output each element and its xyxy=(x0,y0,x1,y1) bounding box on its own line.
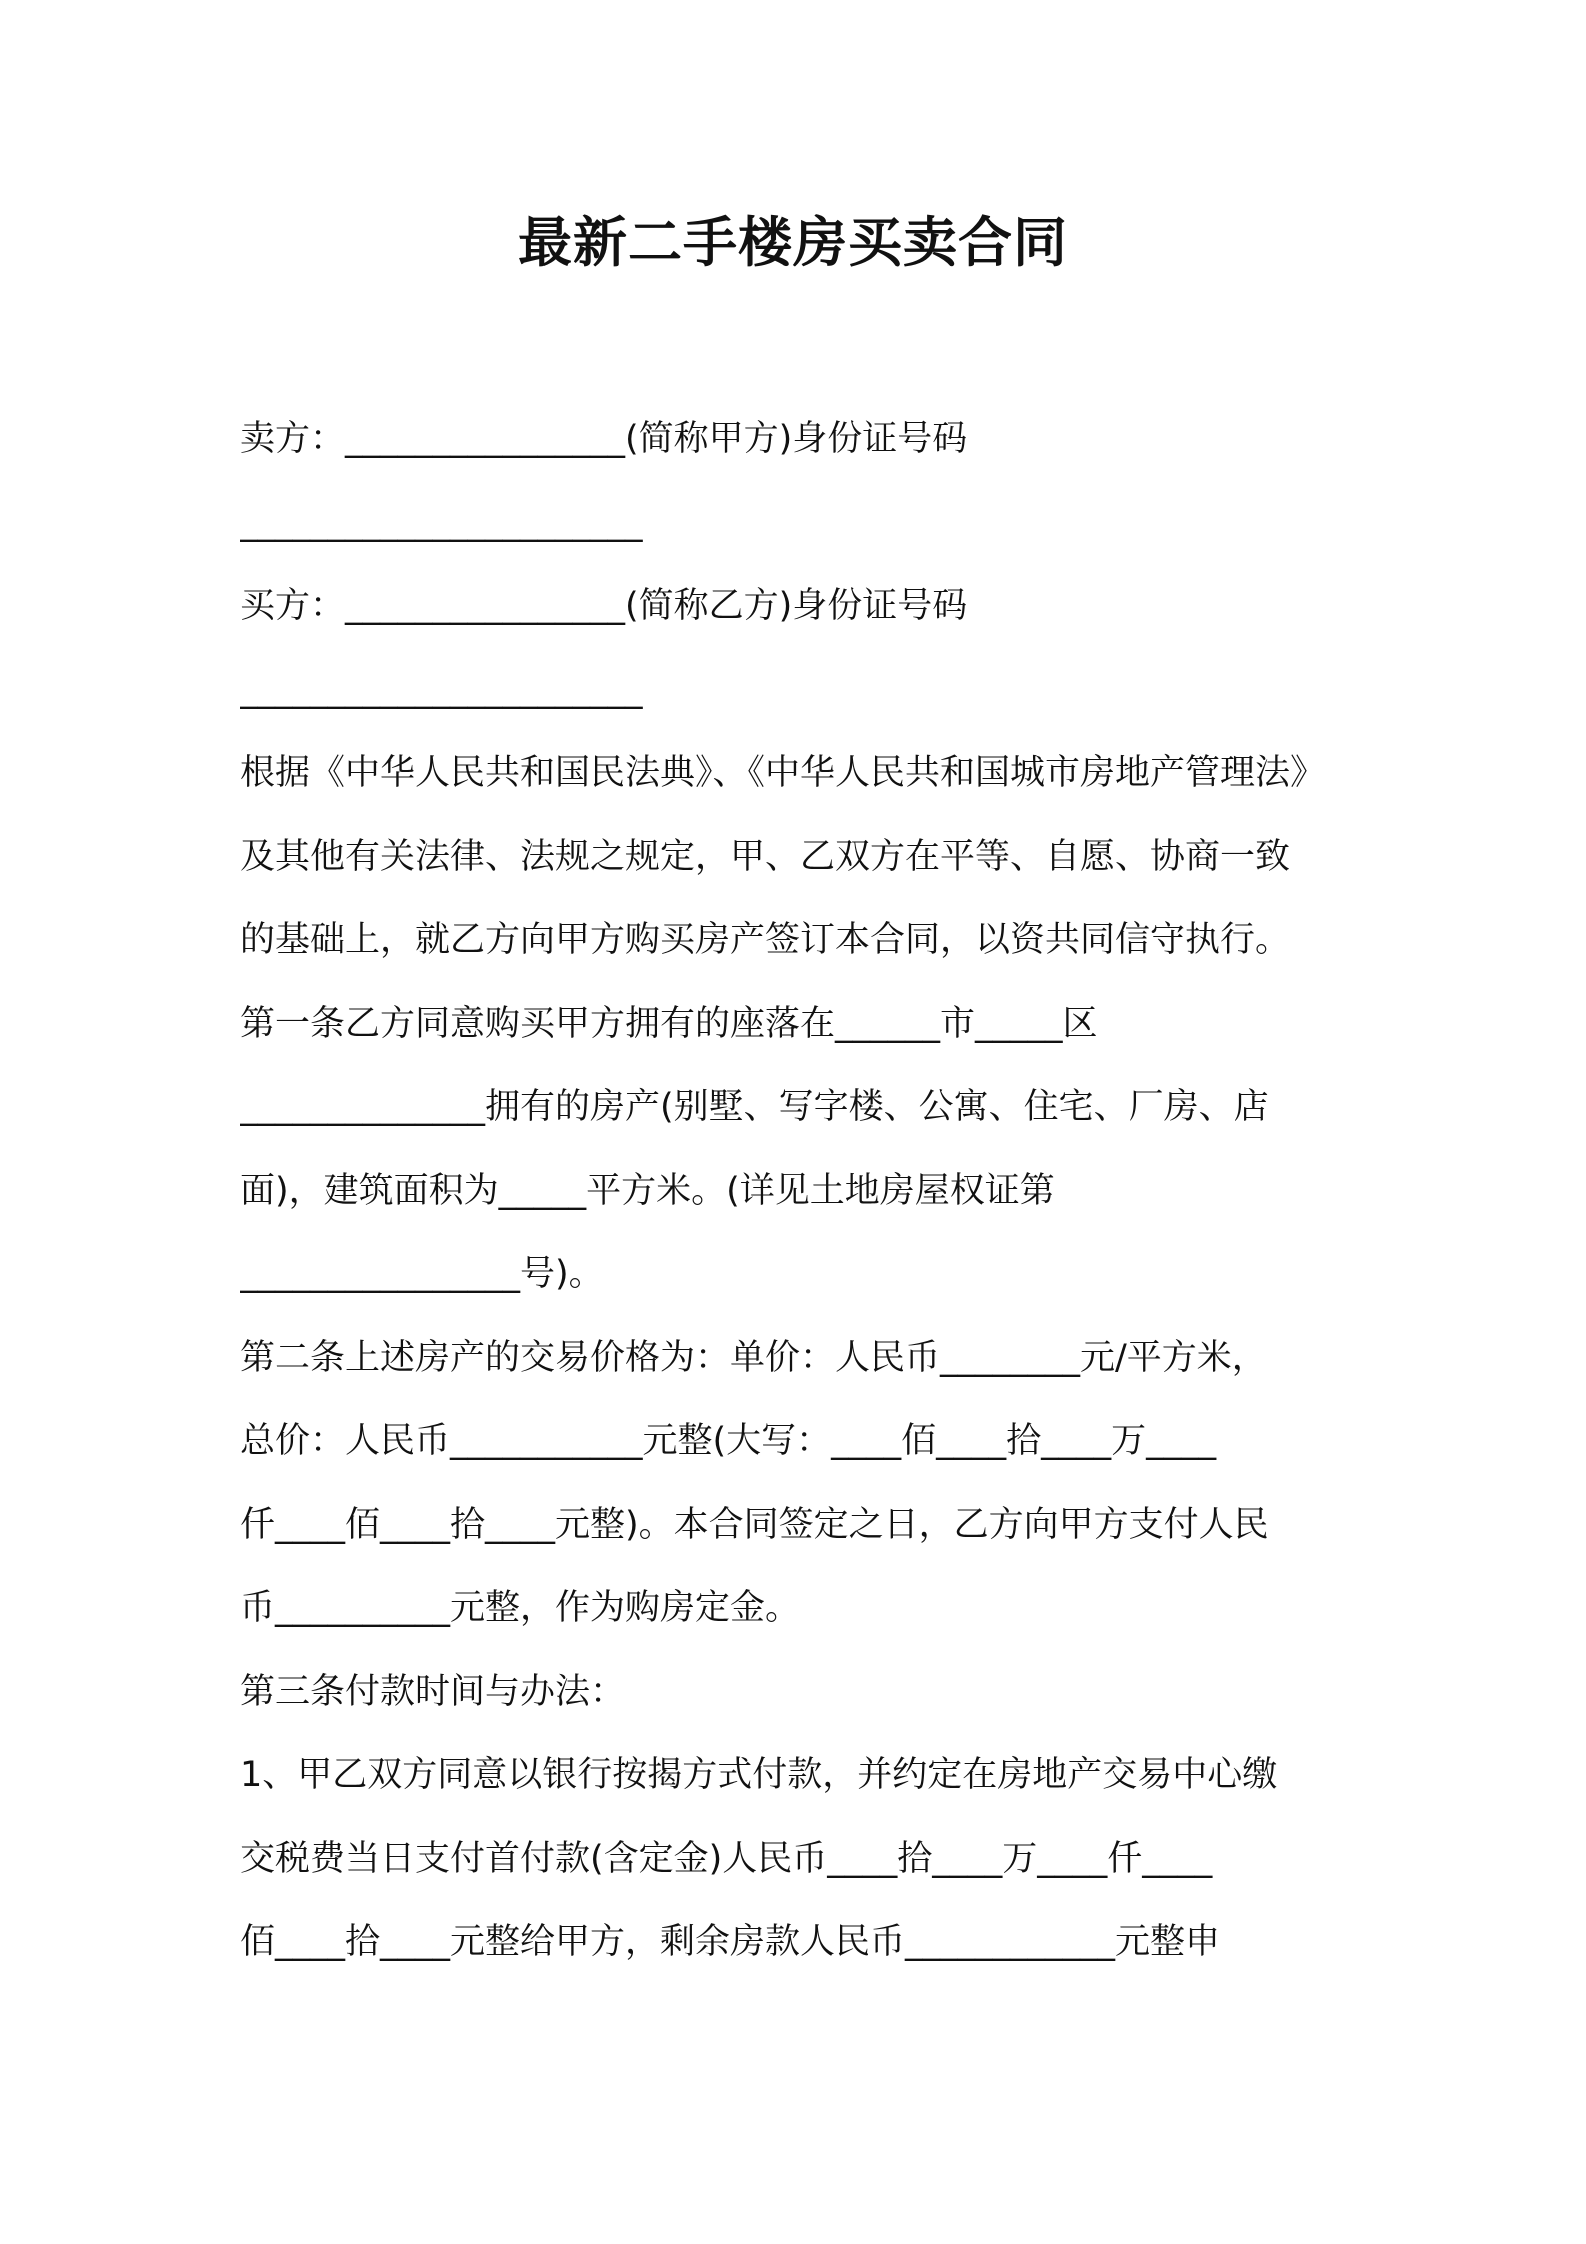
document-body xyxy=(240,398,1360,1985)
seller-line: 卖方：________________(简称甲方)身份证号码 xyxy=(240,419,968,459)
seller-id-blank: _______________________ xyxy=(240,502,643,543)
article-2-line-1: 第二条上述房产的交易价格为：单价：人民币________元/平方米， xyxy=(240,1337,1267,1378)
article-2-line-2: 总价：人民币___________元整(大写：____佰____拾____万____ xyxy=(240,1421,1217,1461)
article-3-item-1-line-1: 1、甲乙双方同意以银行按揭方式付款，并约定在房地产交易中心缴 xyxy=(240,1755,1278,1795)
article-2-line-4: 币__________元整，作为购房定金。 xyxy=(240,1588,801,1628)
article-2-line-3: 仟____佰____拾____元整)。本合同签定之日，乙方向甲方支付人民 xyxy=(240,1504,1269,1545)
article-1-line-4: ________________号)。 xyxy=(240,1254,604,1294)
article-1-line-3: 面)，建筑面积为_____平方米。(详见土地房屋权证第 xyxy=(240,1170,1055,1211)
preamble-line-3: 的基础上，就乙方向甲方购买房产签订本合同，以资共同信守执行。 xyxy=(240,920,1291,960)
buyer-line: 买方：________________(简称乙方)身份证号码 xyxy=(240,586,968,626)
article-1-line-1: 第一条乙方同意购买甲方拥有的座落在______市_____区 xyxy=(240,1003,1098,1044)
article-1-line-2: ______________拥有的房产(别墅、写字楼、公寓、住宅、厂房、店 xyxy=(240,1087,1269,1127)
document-title: 最新二手楼房买卖合同 xyxy=(518,211,1068,274)
article-3-item-1-line-2: 交税费当日支付首付款(含定金)人民币____拾____万____仟____ xyxy=(240,1838,1213,1879)
article-3-heading: 第三条付款时间与办法： xyxy=(240,1671,626,1712)
preamble-line-2: 及其他有关法律、法规之规定，甲、乙双方在平等、自愿、协商一致 xyxy=(240,836,1291,877)
preamble-line-1: 根据《中华人民共和国民法典》、《中华人民共和国城市房地产管理法》 xyxy=(240,753,1326,793)
article-3-item-1-line-3: 佰____拾____元整给甲方，剩余房款人民币____________元整申 xyxy=(240,1922,1221,1962)
buyer-id-blank: _______________________ xyxy=(240,669,643,710)
